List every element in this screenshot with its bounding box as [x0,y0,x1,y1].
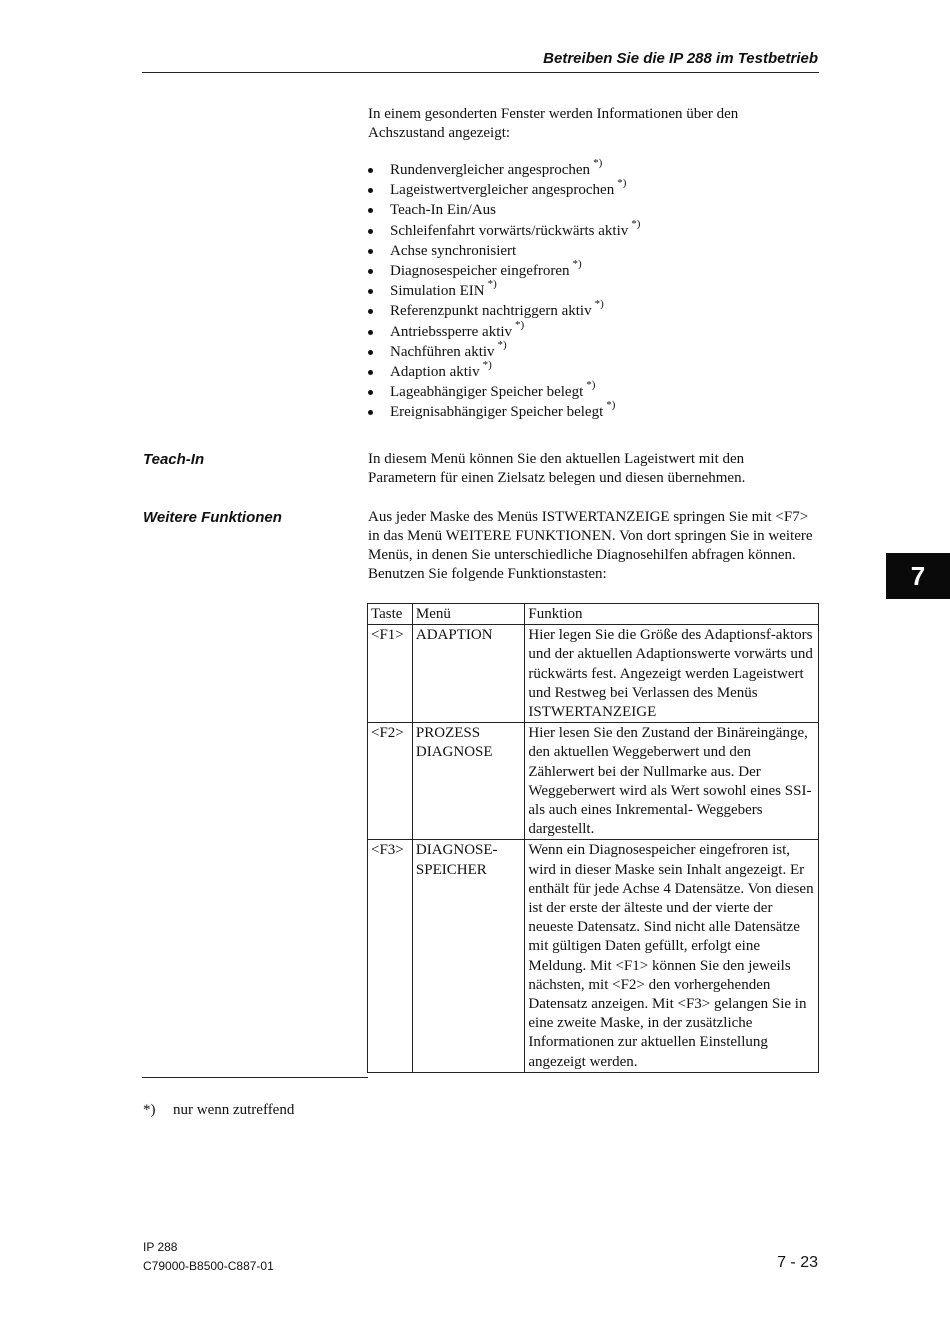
list-item-text: Simulation EIN [390,283,485,300]
list-item-text: Achse synchronisiert [390,242,517,259]
list-item [368,157,808,181]
footer-product: IP 288 [143,1240,178,1254]
teach-in-paragraph: In diesem Menü können Sie den aktuellen Lageistwert mit den Parametern für einen Zielsatz belegen und diesen übernehmen. [368,451,746,486]
list-item-text: Lageabhängiger Speicher belegt [390,384,584,401]
axis-status-list [368,157,808,424]
list-item [368,201,808,221]
key-cell: <F3> [368,840,413,1072]
list-item [368,258,808,282]
list-item [368,338,808,363]
list-item [368,399,808,423]
bullet-icon [368,269,373,274]
footnote-text: nur wenn zutreffend [173,1102,295,1118]
key-cell: <F1> [368,625,413,723]
footnote-marker: *) [594,298,604,311]
footnote-marker: *) [606,399,616,412]
list-item-text: Schleifenfahrt vorwärts/rückwärts aktiv [390,222,629,239]
table-row [368,840,819,1072]
bullet-icon [368,208,373,213]
bullet-icon [368,390,373,395]
list-item [368,217,808,242]
list-item-text: Antriebssperre aktiv [390,323,513,340]
function-cell: Wenn ein Diagnosespeicher eingefroren ist, wird in dieser Maske sein Inhalt angezeigt. Er enthält für jede Achse 4 Datensätze. Von diesen ist der erste der älteste und der vierte der neueste Datensatz. Sind nicht alle Datensätze mit gültigen Daten gefüllt, erfolgt eine Meldung. Mit <F1> können Sie den jeweils nächsten, mit <F2> den vorhergehenden Datensatz anzeigen. Mit <F3> gelangen Sie in eine zweite Maske, in der zusätzliche Informationen zur aktuellen Einstellung angezeigt werden. [525,840,819,1072]
footnote-marker: *) [515,318,525,331]
page-number: 7 - 23 [777,1254,818,1271]
footnote [143,1102,294,1119]
footnote-marker: *) [593,157,603,169]
weitere-funktionen-paragraph: Aus jeder Maske des Menüs ISTWERTANZEIGE springen Sie mit <F7> in das Menü WEITERE FUNKTIONEN. Von dort springen Sie in weitere Menüs, in denen Sie unterschiedliche Diagnosehilfen abfragen können. Benutzen Sie folgende Funktionstasten: [368,509,813,582]
column-header-taste: Taste [368,604,413,625]
menu-cell: ADAPTION [412,625,524,723]
list-item-text: Referenzpunkt nachtriggern aktiv [390,303,592,320]
bullet-icon [368,410,373,415]
list-item [368,242,808,262]
footnote-mark: *) [143,1102,156,1118]
function-key-table [367,603,819,1073]
header-rule [142,72,819,73]
menu-cell: PROZESS DIAGNOSE [412,723,524,840]
list-item [368,278,808,302]
footnote-marker: *) [497,338,507,351]
function-cell: Hier legen Sie die Größe des Adaptionsf-aktors und der aktuellen Adaptionswerte vorwärts und rückwärts fest. Angezeigt werden Lageistwert und Restweg bei Verlassen des Menüs ISTWERTANZEIGE [525,625,819,723]
footnote-marker: *) [487,278,497,291]
table-row [368,723,819,840]
bullet-icon [368,350,373,355]
bullet-icon [368,289,373,294]
bullet-icon [368,370,373,375]
bullet-icon [368,229,373,234]
list-item [368,298,808,322]
list-item-text: Ereignisabhängiger Speicher belegt [390,404,604,421]
intro-paragraph: In einem gesonderten Fenster werden Informationen über den Achszustand angezeigt: [368,106,739,141]
list-item-text: Nachführen aktiv [390,343,495,360]
list-item-text: Teach-In Ein/Aus [390,202,496,219]
footnote-marker: *) [617,177,627,190]
footnote-marker: *) [586,379,596,392]
list-item-text: Diagnosespeicher eingefroren [390,263,570,280]
bullet-icon [368,188,373,193]
column-header-menu: Menü [412,604,524,625]
table-header-row [368,604,819,625]
menu-cell: DIAGNOSE-SPEICHER [412,840,524,1072]
footer-order-code: C79000-B8500-C887-01 [143,1259,274,1273]
list-item [368,379,808,403]
footnote-marker: *) [631,217,641,230]
bullet-icon [368,309,373,314]
list-item-text: Lageistwertvergleicher angesprochen [390,182,615,199]
footnote-marker: *) [482,359,492,372]
key-cell: <F2> [368,723,413,840]
chapter-tab: 7 [886,553,950,599]
column-header-funktion: Funktion [525,604,819,625]
list-item-text: Adaption aktiv [390,364,480,381]
bullet-icon [368,249,373,254]
list-item [368,177,808,201]
function-cell: Hier lesen Sie den Zustand der Binäreingänge, den aktuellen Weggeberwert und den Zählerwert bei der Nullmarke aus. Der Weggeberwert wird als Wert sowohl eines SSI- als auch eines Inkremental- Weggebers dargestellt. [525,723,819,840]
bullet-icon [368,330,373,335]
footnote-rule [142,1077,368,1078]
weitere-funktionen-heading: Weitere Funktionen [143,509,282,526]
table-row [368,625,819,723]
footer-product-info [143,1238,274,1276]
footnote-marker: *) [572,258,582,271]
list-item [368,318,808,343]
teach-in-heading: Teach-In [143,451,205,468]
list-item-text: Rundenvergleicher angesprochen [390,162,591,178]
bullet-icon [368,168,373,173]
page-header-title: Betreiben Sie die IP 288 im Testbetrieb [543,50,818,67]
